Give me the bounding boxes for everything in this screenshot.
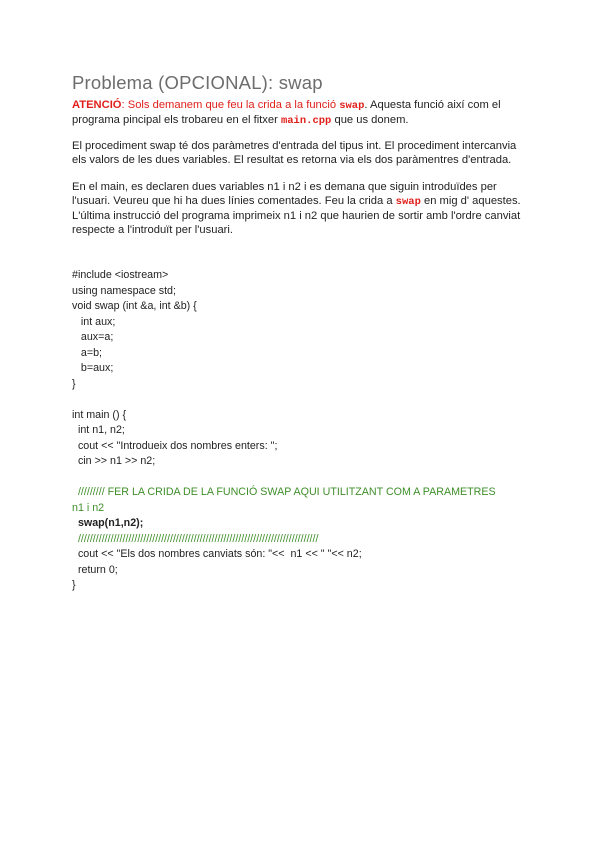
- main-text: En el main, es declaren dues variables n1 i n2 i es demana que siguin introduïdes per l'usuari. Veureu que hi ha dues línies comentades. Feu la crida a: [72, 181, 497, 207]
- code-line: }: [72, 579, 76, 591]
- code-line: cout << "Introdueix dos nombres enters: ";: [72, 439, 278, 452]
- attention-label: ATENCIÓ: [72, 99, 122, 111]
- attention-text-2: . Aquesta funció així com el programa pincipal els trobareu en el fitxer: [72, 99, 501, 126]
- swap-function-name: swap: [339, 100, 365, 112]
- code-listing: [72, 268, 496, 594]
- swap-call-line: swap(n1,n2);: [72, 517, 144, 529]
- attention-paragraph: [72, 98, 532, 128]
- main-text-2: en mig d' aquestes. L'última instrucció del programa imprimeix n1 i n2 que haurien de sortir amb l'ordre canviat respecte a l'introduït per l'usuari.: [72, 195, 521, 236]
- procedure-paragraph: El procediment swap té dos paràmetres d'entrada del tipus int. El procediment intercanvia els valors de les dues variables. El resultat es retorna via els dos paràmentres d'entrada.: [72, 140, 517, 166]
- code-line: int aux;: [72, 315, 116, 328]
- code-line: int n1, n2;: [72, 424, 125, 436]
- code-line-blank: [72, 470, 496, 486]
- code-line: cout << "Els dos nombres canviats són: "<< n1 << " "<< n2;: [72, 548, 362, 560]
- code-comment: ///////// FER LA CRIDA DE LA FUNCIÓ SWAP AQUI UTILITZANT COM A PARAMETRES: [72, 486, 496, 498]
- code-line: aux=a;: [72, 331, 114, 343]
- code-line: }: [72, 377, 76, 390]
- code-line: return 0;: [72, 563, 118, 576]
- code-line: using namespace std;: [72, 284, 176, 297]
- code-line: a=b;: [72, 346, 103, 359]
- main-paragraph: [72, 180, 532, 237]
- code-line: b=aux;: [72, 362, 114, 374]
- code-comment: /////////////////////////////////////////////////////////////////////////////////: [72, 532, 319, 545]
- file-name: main.cpp: [280, 115, 332, 127]
- attention-text: : Sols demanem que feu la crida a la funció: [121, 99, 340, 111]
- swap-function-name-2: swap: [395, 196, 421, 208]
- code-line-blank: [72, 392, 496, 408]
- code-line: cin >> n1 >> n2;: [72, 455, 156, 467]
- code-comment: n1 i n2: [72, 501, 105, 514]
- code-line: void swap (int &a, int &b) {: [72, 300, 197, 312]
- page-title: Problema (OPCIONAL): swap: [72, 72, 323, 93]
- attention-text-3: que us donem.: [331, 114, 409, 126]
- code-line: int main () {: [72, 408, 127, 421]
- code-line: #include <iostream>: [72, 269, 169, 281]
